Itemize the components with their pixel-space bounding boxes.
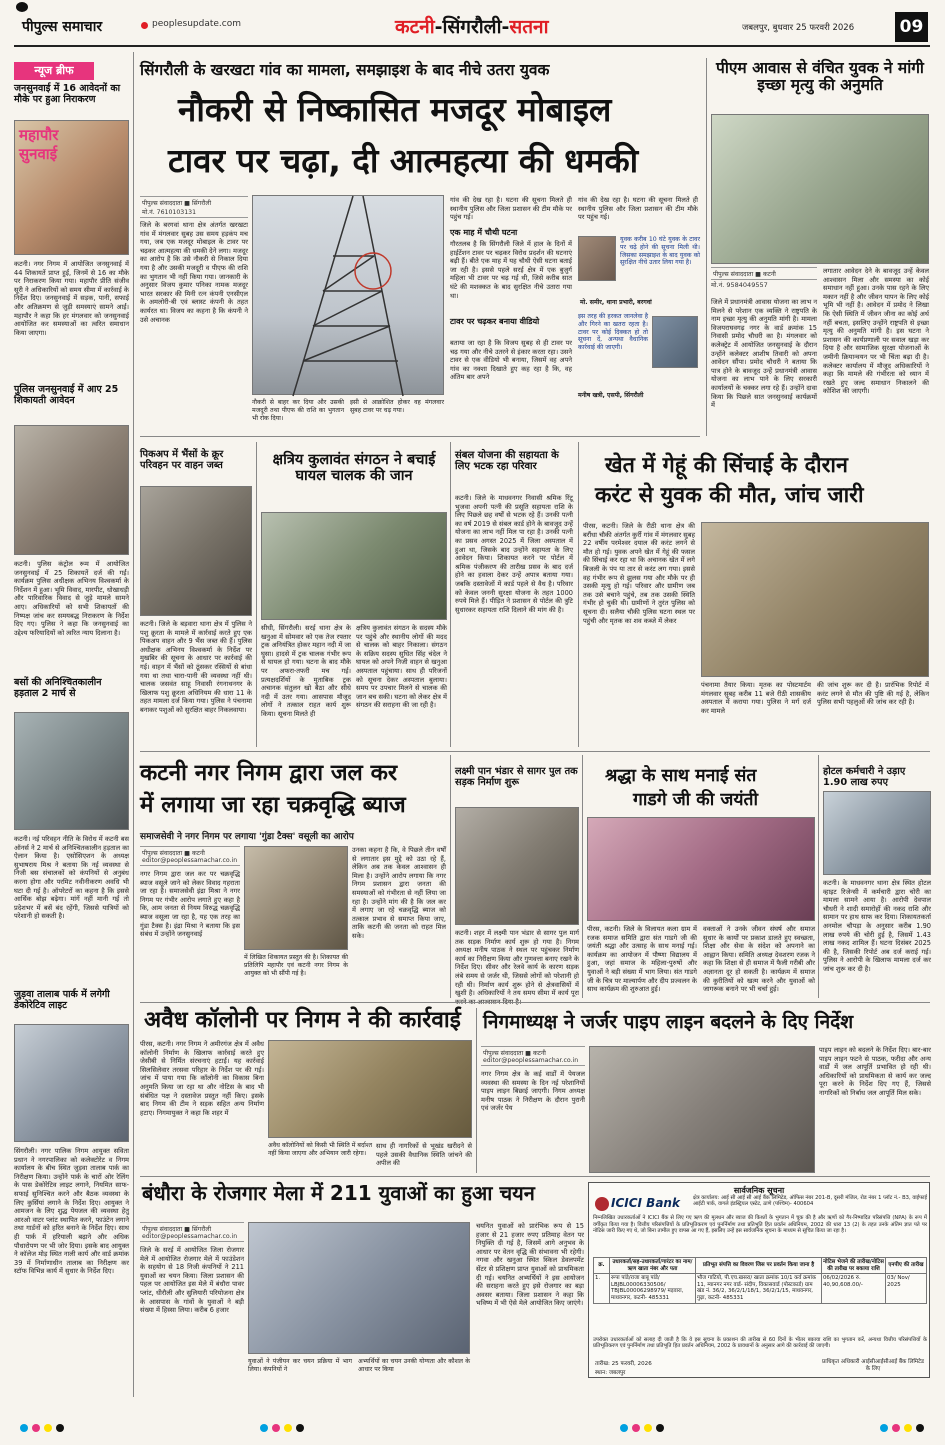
hotel-story bbox=[818, 755, 930, 998]
lead-story-rule bbox=[140, 436, 700, 437]
quote2-text: इस तरह की हरकत जानलेवा है और गिरने का खतरा रहता है। टावर पर कोई दिक्कत हो तो सूचना दें, अन्यथा वैधानिक कार्रवाई की जाएगी। bbox=[578, 313, 648, 352]
masthead-rule bbox=[14, 45, 930, 47]
lead-kicker: सिंगरौली के खरखटा गांव का मामला, समझाइश के बाद नीचे उतरा युवक bbox=[140, 61, 550, 79]
bandhaura-col1: जिले के सरई में आयोजित जिला रोजगार मेले में आयोजित रोजगार मेले में फाउंडेशन के सहयोग से 18 निजी कंपनियों ने 211 युवाओं का चयन किया। जिला प्रशासन की पहल पर आयोजित इस मेले में बंधौरा पावर प्लांट, धीरौली और सुलियारी परियोजना क्षेत्र के आसपास के गांवों के युवाओं ने बड़ी संख्या में हिस्सा लिया। करीब 6 हजार bbox=[140, 1246, 244, 1315]
notice-header-cell: उधारकर्ता/सह-उधारकर्ता/गारंटर का नाम/ऋण खाता नंबर और पता bbox=[610, 1258, 696, 1274]
jalkar-col1: नगर निगम द्वारा जल कर पर चक्रवृद्धि ब्याज वसूले जाने को लेकर विवाद गहराता जा रहा है। समाजसेवी इंद्रा मिश्रा ने नगर निगम पर गंभीर आरोप लगाते हुए कहा है कि, आम जनता से नियम विरुद्ध चक्रवृद्धि ब्याज वसूला जा रहा है, यह एक तरह का गुंडा टैक्स है। इंद्रा मिश्रा ने बताया कि इस संबंध में उन्होंने जनसुनवाई bbox=[140, 870, 240, 939]
kshatriya-photo bbox=[261, 512, 447, 620]
website-icon bbox=[141, 22, 148, 29]
lead-photo-caption: नौकरी से बाहर कर दिया और उसकी मजदूरी तथा पीएफ की राशि का भुगतान भी रोक दिया। bbox=[252, 399, 344, 422]
lead-col3-subhead2: टावर पर चढ़कर बनाया वीडियो bbox=[450, 317, 540, 326]
nigam-email: editor@peoplessamachar.co.in bbox=[483, 1057, 579, 1064]
kshatriya-headline: क्षत्रिय कुलावंत संगठन ने बचाई घायल चालक की जान bbox=[272, 452, 436, 485]
news-brief-label: न्यूज ब्रीफ bbox=[14, 62, 94, 80]
jalkar-subhead: समाजसेवी ने नगर निगम पर लगाया 'गुंडा टैक्स' वसूली का आरोप bbox=[140, 832, 354, 842]
jalkar-byline bbox=[140, 846, 240, 866]
paper-name: पीपुल्स समाचार bbox=[22, 19, 103, 35]
shraddha-story bbox=[582, 755, 814, 998]
lead-byline-text: पीपुल्स संवाददाता ■ सिंगरौली bbox=[142, 200, 212, 207]
table-row bbox=[594, 1274, 927, 1303]
masthead bbox=[0, 0, 945, 46]
quote2-attr: मनीष खत्री, एसपी, सिंगरौली bbox=[578, 392, 644, 399]
mid-rule-1 bbox=[140, 751, 930, 752]
lead-headline-line1: नौकरी से निष्कासित मजदूर मोबाइल bbox=[178, 90, 612, 129]
section-title-katni: कटनी bbox=[395, 16, 435, 38]
hotel-headline: होटल कर्मचारी ने उड़ाए 1.90 लाख रुपए bbox=[823, 766, 906, 788]
lead-col2-below-photo: इसी से आक्रोशित होकर वह मंगलवार सुबह टावर पर चढ़ गया। bbox=[350, 399, 444, 414]
hotel-photo bbox=[823, 791, 931, 875]
lead-mobile: मो.नं. 7610103131 bbox=[142, 209, 197, 216]
pickup-headline: पिकअप में भैंसों के क्रूर परिवहन पर वाहन जब्त bbox=[140, 449, 224, 471]
notice-table-header bbox=[594, 1258, 927, 1274]
khet-col2: पंचनामा तैयार किया। मृतक का पोस्टमार्टम मंगलवार सुबह करीब 11 बजे रीठी शासकीय अस्पताल में कराया गया। पुलिस ने मर्ग दर्ज कर मामले bbox=[701, 681, 811, 715]
avaidh-photo bbox=[268, 1040, 472, 1138]
page-number: 09 bbox=[895, 12, 928, 42]
lead-byline bbox=[140, 196, 248, 218]
nigam-byline bbox=[481, 1046, 585, 1066]
shraddha-photo bbox=[587, 817, 815, 921]
notice-place: स्थान: जबलपुर bbox=[595, 1370, 626, 1376]
lead-col4-top: गांव की देख रहा है। घटना की सूचना मिलते ही स्थानीय पुलिस और जिला प्रशासन की टीम मौके पर पहुंच गई। bbox=[578, 196, 698, 222]
brief3-headline: बसों की अनिश्चितकालीन हड़ताल 2 मार्च से bbox=[14, 677, 102, 699]
notice-title: सार्वजनिक सूचना bbox=[733, 1186, 785, 1195]
notice-intro: निम्नलिखित उधारकर्ताओं ने ICICI बैंक से लिए गए ऋण की मूलधन और ब्याज की किश्तों के भुगतान में चूक की है और ऋणों को गैर-निष्पादित परिसंपत्ति (NPA) के रूप में वर्गीकृत किया गया है। वित्तीय परिसंपत्तियों के प्रतिभूतिकरण एवं पुनर्निर्माण तथा प्रतिभूति हित प्रवर्तन अधिनियम, 2002 की धारा 13 (2) के तहत उनके अंतिम ज्ञात पते पर नोटिस जारी किए गए थे, जो बिना तामील हुए वापस आ गए हैं, इसलिए उन्हें इस सार्वजनिक सूचना के माध्यम से सूचित किया जा रहा है। bbox=[593, 1215, 927, 1235]
brief1-photo bbox=[14, 120, 129, 255]
nigam-story bbox=[476, 1008, 930, 1173]
bandhaura-col3: अभ्यर्थियों का चयन उनकी योग्यता और कौशल के आधार पर किया bbox=[358, 1358, 470, 1373]
notice-row-name: रूपा पांडे/राजा बाबू पांडे/ LBJBL00006330506/ TBJBL00006298979/ मड़वारा, माधवनगर, कटनी- 485331 bbox=[610, 1274, 696, 1303]
avaidh-photo-caption: अवैध कॉलोनियों को किसी भी स्थिति में बर्दाश्त नहीं किया जाएगा और अभियान जारी रहेगा। bbox=[268, 1142, 372, 1157]
bandhaura-col4: चयनित युवाओं को प्रारंभिक रूप से 15 हजार से 21 हजार रुपए प्रतिमाह वेतन पर नियुक्ति दी गई है, जिसमें आगे अनुभव के आधार पर वेतन वृद्धि की संभावना भी रहेगी। नगवा और खनुआ स्थित स्किल डेवलपमेंट सेंटर से प्रशिक्षण प्राप्त युवाओं को प्राथमिकता दी गई। चयनित अभ्यर्थियों ने इस आयोजन की सराहना करते हुए इसे रोजगार का बड़ा अवसर बताया। जिला प्रशासन ने कहा कि भविष्य में भी ऐसे मेले आयोजित किए जाएंगे। bbox=[476, 1222, 584, 1308]
nigam-byline-text: पीपुल्स संवाददाता ■ कटनी bbox=[483, 1050, 546, 1057]
sambal-story bbox=[450, 442, 572, 747]
nigam-photo bbox=[589, 1046, 815, 1173]
jalkar-headline-line1: कटनी नगर निगम द्वारा जल कर bbox=[140, 760, 398, 786]
pm-awas-photo bbox=[711, 114, 929, 264]
lead-col3-body1: गौरतलब है कि सिंगरौली जिले में हाल के दिनों में हाईटेंशन टावर पर चढ़कर विरोध प्रदर्शन की घटनाएं बढ़ी हैं। बीते एक माह में यह चौथी ऐसी घटना बताई जा रही है। इससे पहले सरई क्षेत्र में एक बुजुर्ग महिला भी टावर पर चढ़ गई थी, जिसे करीब सात घंटे की मशक्कत के बाद सुरक्षित नीचे उतारा गया था। bbox=[450, 240, 572, 300]
bank-logo-icon bbox=[595, 1197, 609, 1211]
pm-awas-box bbox=[706, 58, 930, 436]
nigam-col1: नगर निगम क्षेत्र के कई वार्डों में पेयजल व्यवस्था की समस्या के दिन नई परेशानियों पाइप लाइन बिछाई जाएगी। निगम अध्यक्ष मनीष पाठक ने निरीक्षण के दौरान पुरानी एवं जर्जर पेय bbox=[481, 1070, 585, 1113]
lead-col3-body2: बताया जा रहा है कि विजय सुबह से ही टावर पर चढ़ गया और नीचे उतरने से इंकार करता रहा। उसने टावर से एक वीडियो भी बनाया, जिसमें वह अपने गांव का नक्शा दिखाते हुए कह रहा है कि, वह अंतिम बार अपने bbox=[450, 339, 572, 382]
lead-headline-line2: टावर पर चढ़ा, दी आत्महत्या की धमकी bbox=[168, 141, 639, 180]
khet-story bbox=[578, 442, 930, 747]
section-title bbox=[395, 13, 549, 39]
lead-col1: जिले के बरगवां थाना क्षेत्र अंतर्गत खरखटा गांव में मंगलवार सुबह उस समय हड़कंप मच गया, जब एक मजदूर मोबाइल के टावर पर चढ़कर आत्महत्या की धमकी देने लगा। मजदूर का आरोप है कि उसे नौकरी से निकाल दिया गया है और उसकी मजदूरी व पीएफ की राशि का भुगतान भी नहीं किया गया। जानकारी के अनुसार विजय कुमार पनिका नामक मजदूर भारत सरकार की मिनी रत्न कंपनी एनसीएल के अमलोरी-बी एवं ब्लास्ट कंपनी के तहत कार्यरत था। विजय का कहना है कि कंपनी ने उसे अचानक bbox=[140, 221, 248, 324]
section-title-singrauli: -सिंगरौली- bbox=[434, 16, 510, 38]
pickup-body: कटनी। जिले के बड़वारा थाना क्षेत्र में पुलिस ने पशु क्रूरता के मामले में कार्रवाई करते हुए एक पिकअप वाहन और 9 भैंस जब्त की हैं। पुलिस अधीक्षक अभिनय विश्वकर्मा के निर्देश पर मुखबिर की सूचना के आधार पर कार्रवाई की गई। वाहन में भैंसों को ठूंसकर रस्सियों से बांधा गया था तथा चारा-पानी की व्यवस्था नहीं थी। चालक जसवंत साहू निवासी रंगनाथनगर के खिलाफ पशु क्रूरता अधिनियम की धारा 11 के तहत मामला दर्ज किया गया। पुलिस ने पंचनामा बनाकर पशुओं को सुरक्षित बाहर निकलवाया। bbox=[140, 620, 252, 714]
news-brief-column bbox=[14, 52, 129, 1397]
shraddha-col2: वक्ताओं ने उनके जीवन संघर्ष और समाज सुधार के कार्यों पर प्रकाश डालते हुए स्वच्छता, शिक्षा और सेवा के संदेश को अपनाने का आह्वान किया। समिति अध्यक्ष देवशरण रजक ने कहा कि शिक्षा से ही समाज में फैली गरीबी और अज्ञानता दूर हो सकती है। कार्यक्रम में समाज की कुरीतियों को खत्म करने और युवाओं को जागरूक बनाने पर भी चर्चा हुई। bbox=[703, 925, 815, 994]
laxmi-photo bbox=[455, 807, 579, 925]
khet-headline-line1: खेत में गेहूं की सिंचाई के दौरान bbox=[605, 453, 848, 478]
lead-col3-intro: गांव की देख रहा है। घटना की सूचना मिलते ही स्थानीय पुलिस और जिला प्रशासन की टीम मौके पर पहुंच गई। bbox=[450, 196, 572, 222]
pm-awas-mobile: मो.नं. 9584049557 bbox=[711, 281, 768, 289]
left-column-rule bbox=[133, 52, 134, 1397]
laxmi-story bbox=[450, 755, 578, 998]
quote1-text: युवक करीब 10 घंटे युवक के टावर पर चढ़े होने की सूचना मिली थी। जिसका समझाइश के बाद युवक को सुरक्षित नीचे उतार लिया गया है। bbox=[620, 236, 700, 267]
notice-footer: उपरोक्त उधारकर्ताओं को सलाह दी जाती है कि वे इस सूचना के प्रकाशन की तारीख से 60 दिनों के भीतर बकाया राशि का भुगतान करें, अन्यथा वित्तीय परिसंपत्तियों के प्रतिभूतिकरण एवं पुनर्निर्माण तथा प्रतिभूति हित प्रवर्तन अधिनियम, 2002 के प्रावधानों के अनुसार आगे की कार्रवाई की जाएगी। bbox=[593, 1337, 927, 1350]
nigam-col2: पाइप लाइन को बदलने के निर्देश दिए। बार-बार पाइप लाइन फटने से पाठक, फरीदा और अन्य वार्डों में जल आपूर्ति प्रभावित हो रही थी। अधिकारियों को प्राथमिकता से कार्य कर जल्द पूरा करने के निर्देश दिए गए हैं, जिससे नागरिकों को निर्बाध जल आपूर्ति मिल सके। bbox=[819, 1046, 931, 1097]
jalkar-photo-caption: में लिखित शिकायत प्रस्तुत की है। शिकायत की प्रतिलिपि महापौर एवं कटनी नगर निगम के आयुक्त को भी सौंपी गई है। bbox=[244, 954, 348, 977]
notice-row-npa: 03/ Nov/ 2025 bbox=[886, 1274, 927, 1303]
bandhaura-byline-text: पीपुल्स संवाददाता ■ सिंगरौली bbox=[142, 1226, 212, 1233]
bandhaura-photo-caption: युवाओं ने पंजीयन कर चयन प्रक्रिया में भाग लिया। कंपनियों ने bbox=[248, 1358, 352, 1373]
quote2-photo bbox=[652, 316, 698, 368]
dateline: जबलपुर, बुधवार 25 फरवरी 2026 bbox=[742, 23, 855, 33]
bandhaura-email: editor@peoplessamachar.co.in bbox=[142, 1233, 238, 1240]
khet-headline-line2: करंट से युवक की मौत, जांच जारी bbox=[595, 483, 864, 508]
shraddha-col1: पीरस, कटनी। जिले के विलायत कला ग्राम में रजक समाज समिति द्वारा संत गाडगे जी की जयंती श्रद्धा और उत्साह के साथ मनाई गई। कार्यक्रम का आयोजन में पौष्णा विद्यालय में हुआ, जहां समाज के महिला-पुरुषों और युवाओं ने बड़ी संख्या में भाग लिया। संत गाडगे जी के चित्र पर माल्यार्पण और दीप प्रज्वलन के साथ कार्यक्रम की शुरुआत हुई। bbox=[587, 925, 697, 994]
bandhaura-photo bbox=[248, 1222, 470, 1354]
laxmi-headline: लक्ष्मी पान भंडार से सागर पुल तक सड़क निर्माण शुरू bbox=[455, 766, 578, 788]
pickup-story bbox=[140, 442, 252, 747]
quote1-attr: मो. समीर, थाना प्रभारी, बरगवां bbox=[580, 299, 652, 306]
website-link[interactable]: peoplesupdate.com bbox=[152, 19, 241, 29]
notice-row-no: 1. bbox=[594, 1274, 610, 1303]
laxmi-body: कटनी। शहर में लक्ष्मी पान भंडार से सागर पुल मार्ग तक सड़क निर्माण कार्य शुरू हो गया है। निगम अध्यक्ष मनीष पाठक ने स्थल पर पहुंचकर निर्माण कार्य का निरीक्षण किया और गुणवत्ता बनाए रखने के निर्देश दिए। सीवर और रेलवे कार्य के कारण सड़क लंबे समय से जर्जर थी, जिससे लोगों को परेशानी हो रही थी। निर्माण कार्य शुरू होने से क्षेत्रवासियों में खुशी है। अधिकारियों ने तय समय सीमा में कार्य पूरा bbox=[455, 929, 579, 998]
jalkar-byline-text: पीपुल्स संवाददाता ■ कटनी bbox=[142, 850, 205, 857]
avaidh-col1: पीरस, कटनी। नगर निगम ने अमीरगंज क्षेत्र में अवैध कॉलोनी निर्माण के खिलाफ कार्रवाई करते हुए जेसीबी से निर्मित संरचनाएं हटाईं। यह कार्रवाई सिलसिलेवार तरसवा परिहार के निर्देश पर की गई। जांच में पाया गया कि कॉलोनी का विकास बिना अनुमति किया जा रहा था और नोटिस के बाद भी संबंधित पक्ष ने दस्तावेज प्रस्तुत नहीं किए। इसके बाद निगम की टीम ने सड़क सहित अन्य निर्माण हटाए। निगमायुक्त ने कहा कि शहर में bbox=[140, 1040, 264, 1117]
jalkar-col3: उनका कहना है कि, वे पिछले तीन वर्षों से लगातार इस मुद्दे को उठा रहे हैं, लेकिन अब तक केवल आश्वासन ही मिला है। उन्होंने आरोप लगाया कि नगर निगम प्रशासन द्वारा जनता की समस्याओं को गंभीरता से नहीं लिया जा रहा है। उन्होंने मांग की है कि जल कर में लगाए जा रहे चक्रवृद्धि ब्याज को तत्काल प्रभाव से समाप्त किया जाए, ताकि कटनी की जनता को राहत मिल सके। bbox=[352, 846, 446, 940]
lead-col3-subhead1: एक माह में चौथी घटना bbox=[450, 228, 518, 237]
section-title-satna: सतना bbox=[509, 16, 549, 38]
brief2-body: कटनी। पुलिस कंट्रोल रूम में आयोजित जनसुनवाई में 25 शिकायतें दर्ज की गईं। कार्यक्रम पुलिस अधीक्षक अभिनय विश्वकर्मा के निर्देशन में हुआ। भूमि विवाद, मारपीट, धोखाधड़ी और पारिवारिक विवाद से जुड़े मामले सामने आए। अधिकारियों को सभी शिकायतों की निष्पक्ष जांच कर समयबद्ध निराकरण के निर्देश दिए गए। पुलिस ने कहा कि जनसुनवाई का उद्देश्य फरियादियों को त्वरित न्याय दिलाना है। bbox=[14, 560, 129, 637]
brief2-photo bbox=[14, 425, 129, 555]
mid-rule-3 bbox=[140, 1176, 930, 1177]
kshatriya-story bbox=[256, 442, 446, 747]
sambal-headline: संबल योजना की सहायता के लिए भटक रहा परिवार bbox=[455, 450, 559, 473]
brief1-headline: जनसुनवाई में 16 आवेदनों का मौके पर हुआ निराकरण bbox=[14, 83, 121, 105]
bank-address: क्षेत्र कार्यालय: आई सी आई सी आई बैंक लिमिटेड, ऑफिस नंबर 201-B, दूसरी मंजिल, रोड नंबर 1 प्लॉट नं.- B3, वाईफाई आईटी पार्क, वागले इंडस्ट्रियल एस्टेट, ठाणे (पश्चिम)- 400604 bbox=[693, 1195, 927, 1208]
jalkar-email: editor@peoplessamachar.co.in bbox=[142, 857, 238, 864]
notice-header-cell: एनपीए की तारीख bbox=[886, 1258, 927, 1274]
khet-col3: की जांच शुरू कर दी है। प्रारंभिक रिपोर्ट में करंट लगने से मौत की पुष्टि की गई है, लेकिन पुलिस सभी पहलुओं की जांच कर रही है। bbox=[817, 681, 929, 707]
sambal-body: कटनी। जिले के माधवनगर निवासी श्रमिक रिंटू भुजवा अपनी पत्नी की प्रसूति सहायता राशि के लिए पिछले छह वर्षों से भटक रहे हैं। उनकी पत्नी का वर्ष 2019 से संबल कार्ड होने के बावजूद उन्हें योजना का लाभ नहीं मिल पा रहा है। उनकी पत्नी का प्रसव अगस्त 2025 में जिला अस्पताल में हुआ था, जिसके बाद उन्होंने सहायता के लिए आवेदन किया। शिकायत करने पर पोर्टल में श्रमिक पंजीकरण की तारीख प्रसव के बाद दर्ज होने का हवाला देकर उन्हें अपात्र बताया गया। जबकि दस्तावेजों में कार्ड पहले से वैध है। परिवार को केवल जननी सुरक्षा योजना के तहत 1000 रुपये मिले हैं। पीड़ित ने प्रशासन से पोर्टल की त्रुटि सुधारकर सहायता राशि दिलाने की मांग की है। bbox=[455, 494, 573, 614]
pm-awas-byline: पीपुल्स संवाददाता ■ कटनी bbox=[711, 267, 817, 280]
color-registration-bar bbox=[14, 1420, 930, 1434]
brief1-body: कटनी। नगर निगम में आयोजित जनसुनवाई में 44 शिकायतें प्राप्त हुईं, जिनमें से 16 का मौके पर निराकरण किया गया। महापौर प्रीति संजीव सूरी ने अधिकारियों को समय सीमा में कार्रवाई के निर्देश दिए। जनसुनवाई में सड़क, पानी, सफाई और अतिक्रमण से जुड़ी समस्याएं सामने आईं। महापौर ने कहा कि हर मंगलवार को जनसुनवाई आयोजित कर समस्याओं का त्वरित समाधान किया जाएगा। bbox=[14, 260, 129, 337]
brief4-body: सिंगरौली। नगर पालिक निगम आयुक्त सविता प्रधान ने नगरपालिका को कलेक्टोरेट व निगम कार्यालय के बीच स्थित जुड़वा तालाब पार्क का निरीक्षण किया। उन्होंने पार्क के चारों ओर रेलिंग के पास डेकोरेटिव लाइट लगाने, नियमित साफ-सफाई सुनिश्चित करने और बैठक व्यवस्था के लिए कुर्सियां लगाने के निर्देश दिए। आयुक्त ने आमजन के लिए शुद्ध पेयजल की व्यवस्था हेतु आरओ वाटर प्लांट स्थापित करने, फाउंटेन लगाने तथा गार्डनों को हरित बनाने के निर्देश दिए। साथ ही पार्क में हरियाली बढ़ाने और अधिक पौधारोपण पर भी जोर दिया। इसके बाद आयुक्त ने कॉलेज मोड़ स्थित नाली कार्य और वार्ड क्रमांक 39 में निर्माणाधीन तालाब का निरीक्षण कर स्टॉफ विभिन्न कार्य में सुधार के निर्देश दिए। bbox=[14, 1147, 129, 1276]
pm-awas-col2: लगातार आवेदन देने के बावजूद उन्हें केवल आश्वासन मिला और समस्या का कोई समाधान नहीं हुआ। उनके पास रहने के लिए मकान नहीं है और जीवन यापन के लिए कोई भूमि भी नहीं है। आवेदन में प्रमोद ने लिखा कि ऐसी स्थिति में जीवन जीना का कोई अर्थ नहीं बचता, इसलिए उन्होंने राष्ट्रपति से इच्छा मृत्यु की अनुमति मांगी है। इस घटना ने प्रशासन की कार्यप्रणाली पर सवाल खड़ा कर दिया है और सामाजिक सुरक्षा योजनाओं के जमीनी क्रियान्वयन पर भी चिंता बढ़ा दी है। कलेक्टर कार्यालय में मौजूद अधिकारियों ने कहा कि मामले की गंभीरता को ध्यान में रखते हुए जल्द समाधान निकालने की कोशिश की जाएगी। bbox=[823, 267, 929, 396]
brief3-photo bbox=[14, 712, 129, 830]
mid-rule-2 bbox=[140, 1002, 930, 1003]
notice-signatory: प्राधिकृत अधिकारी आईसीआईसीआई बैंक लिमिटेड के लिए bbox=[822, 1359, 924, 1372]
hotel-body: कटनी। के माधवनगर थाना क्षेत्र स्थित होटल व्हाइट रिजेन्सी में कर्मचारी द्वारा चोरी का मामला सामने आया है। आरोपी देवपाल चौधरी ने शादी समारोहों की नकद राशि और सामान पर हाथ साफ कर दिया। शिकायतकर्ता अनमोल चौपड़ा के अनुसार करीब 1.90 लाख रुपये की चोरी हुई है, जिसमें 1.43 लाख नकद शामिल हैं। घटना दिसंबर 2025 की है, जिसकी रिपोर्ट अब दर्ज कराई गई। पुलिस ने आरोपी के खिलाफ मामला दर्ज कर जांच शुरू कर दी है। bbox=[823, 879, 931, 973]
registration-marks bbox=[14, 1421, 930, 1435]
notice-header-cell: नोटिस भेजने की तारीख/नोटिस की तारीख पर बकाया राशि bbox=[822, 1258, 886, 1274]
notice-row-date-amount: 06/02/2026 रु. 40,90,608.00/- bbox=[822, 1274, 886, 1303]
pm-awas-headline: पीएम आवास से वंचित युवक ने मांगी इच्छा मृत्यु की अनुमति bbox=[716, 59, 924, 95]
kshatriya-col1: सीधी, सिंगरौली। सरई थाना क्षेत्र के खनुआ में सोमवार को एक तेज रफ्तार ट्रक अनियंत्रित होकर महान नदी में जा घुसा। हादसे में ट्रक चालक गंभीर रूप से घायल हो गया। घटना के बाद मौके पर अफरा-तफरी मच गई। प्रत्यक्षदर्शियों के मुताबिक ट्रक अचानक संतुलन खो बैठा और सीधे नदी में उतर गया। आसपास मौजूद लोगों ने तत्काल राहत कार्य शुरू किया। सूचना मिलते ही bbox=[261, 624, 351, 718]
brief2-headline: पुलिस जनसुनवाई में आए 25 शिकायती आवेदन bbox=[14, 384, 119, 406]
tower-illustration bbox=[253, 196, 445, 396]
lead-photo-tower bbox=[252, 195, 444, 395]
notice-row-property: भौज गाटियो, पी.एच.खसरा/ खाता क्रमांक 10/1 कर्व क्रमांक 11, म्यानगर नगर वार्ड- संदीप, विकासवार्ड (पोस्टकार्ड) ग्राम खंड नं. 36/2, 36/2/1/18/1, 36/2/1/15, माधवनगर, गुढ़ा, कटनी- 485331 bbox=[696, 1274, 822, 1303]
notice-date: तारीख: 25 फरवरी, 2026 bbox=[595, 1361, 652, 1367]
nigam-headline: निगमाध्यक्ष ने जर्जर पाइप लाइन बदलने के दिए निर्देश bbox=[483, 1011, 854, 1033]
bandhaura-headline: बंधौरा के रोजगार मेला में 211 युवाओं का हुआ चयन bbox=[142, 1181, 535, 1205]
quote1-photo bbox=[578, 236, 616, 281]
avaidh-col3: साथ ही नागरिकों से भूखंड खरीदने से पहले उसकी वैधानिक स्थिति जांचने की अपील की bbox=[376, 1142, 472, 1168]
shraddha-headline-line1: श्रद्धा के साथ मनाई संत bbox=[605, 766, 757, 786]
avaidh-headline: अवैध कॉलोनी पर निगम ने की कार्रवाई bbox=[144, 1007, 461, 1033]
brief1-banner-text: महापौर सुनवाई bbox=[19, 126, 59, 163]
brief4-headline: जुड़वा तालाब पार्क में लगेगी डेकोरेटिव लाइट bbox=[14, 989, 110, 1011]
notice-header-cell: प्रतिभूत संपत्ति का विवरण जिस पर प्रवर्तन किया जाना है bbox=[696, 1258, 822, 1274]
notice-table bbox=[593, 1257, 927, 1304]
khet-photo bbox=[701, 522, 929, 677]
brief3-body: कटनी। नई परिवहन नीति के विरोध में कटनी बस ऑनर्स ने 2 मार्च से अनिश्चितकालीन हड़ताल का ऐलान किया है। एसोसिएशन के अध्यक्ष सुभाषराय मिश्र ने बताया कि नई व्यवस्था से निजी बस संचालकों को कंपनियों से अनुबंध करना होगा और परमिट नवीनीकरण अवधि भी घटा दी गई है। ऑपरेटरों का कहना है कि इससे आर्थिक बोझ बढ़ेगा। मांगें नहीं मानी गईं तो प्रदेशभर में बसें बंद रहेंगी, जिससे यात्रियों को परेशानी हो सकती है। bbox=[14, 835, 129, 921]
kshatriya-col2: क्षत्रिय कुलावंत संगठन के सदस्य मौके पर पहुंचे और स्थानीय लोगों की मदद से चालक को बाहर निकाला। संगठन के सक्रिय सदस्य सुधित सिंह चंदेल ने घायल को अपने निजी वाहन से खनुआ अस्पताल पहुंचाया। साथ ही परिजनों को सूचना देकर अस्पताल बुलाया। समय पर उपचार मिलने से चालक की जान बच सकी। घटना को लेकर क्षेत्र में संगठन की सराहना की जा रही है। bbox=[356, 624, 447, 710]
bank-name: ICICI Bank bbox=[611, 1196, 680, 1210]
bandhaura-byline bbox=[140, 1222, 244, 1242]
pm-awas-col1: जिले में प्रधानमंत्री आवास योजना का लाभ न मिलने से परेशान एक व्यक्ति ने राष्ट्रपति के नाम इच्छा मृत्यु की अनुमति मांगी है। मामला विजयराघवगढ़ नगर के वार्ड क्रमांक 15 निवासी प्रमोद चौधरी का है। मंगलवार को कलेक्ट्रेट में आयोजित जनसुनवाई के दौरान उन्होंने कलेक्टर आशीष तिवारी को अपना आवेदन सौंपा। प्रमोद चौधरी ने बताया कि पात्र होने के बावजूद उन्हें प्रधानमंत्री आवास योजना का लाभ पाने के लिए सरकारी कार्यालयों के चक्कर लगा रहे हैं। उन्होंने दावा किया कि पिछले सात जनसुनवाई कार्यक्रमों में bbox=[711, 298, 817, 410]
shraddha-headline-line2: गाडगे जी की जयंती bbox=[633, 790, 759, 810]
jalkar-photo bbox=[244, 846, 348, 950]
jalkar-headline-line2: में लगाया जा रहा चक्रवृद्धि ब्याज bbox=[140, 792, 406, 818]
icici-notice bbox=[588, 1182, 930, 1378]
khet-col1: पीरस, कटनी। जिले के रीठी थाना क्षेत्र की बरौंधा चौकी अंतर्गत कुर्री गांव में मंगलवार सुबह 22 वर्षीय परमेश्वर दयाल की करंट लगने से मौत हो गई। युवक अपने खेत में गेहूं की फसल की सिंचाई कर रहा था कि अचानक खेत में लगे बिजली के पंप या तार से करंट लग गया। इससे वह गंभीर रूप से झुलस गया और मौके पर ही उसकी मृत्यु हो गई। परिवार और ग्रामीण जब तक उसे बचाने पहुंचे, तब तक उसकी स्थिति गंभीर हो चुकी थी। ग्रामीणों ने तुरंत पुलिस को सूचना दी। सलैया चौकी पुलिस घटना स्थल पर पहुंची और मृतक का शव कब्जे में लेकर bbox=[583, 522, 695, 625]
brief4-photo bbox=[14, 1024, 129, 1142]
pickup-photo bbox=[140, 486, 252, 616]
notice-header-cell: क्र. bbox=[594, 1258, 610, 1274]
